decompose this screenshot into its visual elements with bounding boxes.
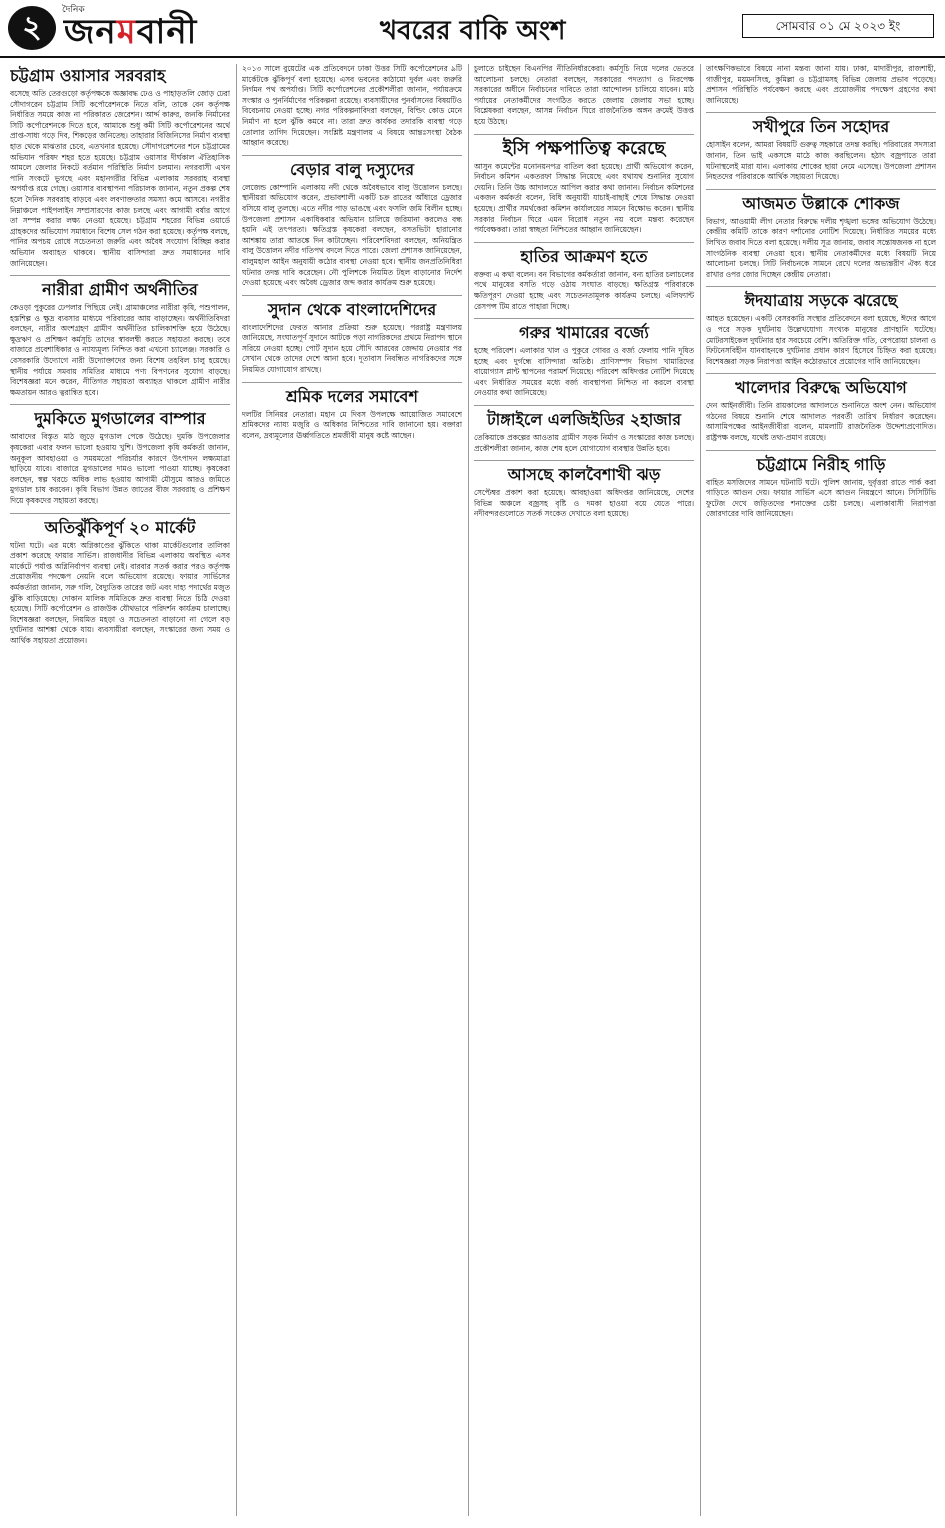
article-continuation [474, 64, 694, 128]
article-headline: হাতির আক্রমণ হতে [474, 242, 694, 267]
article-sakhipur-brothers [706, 112, 936, 182]
article-body: আসুন কমেন্টের মনোনয়নপত্র বাতিল করা হয়েছে। প্রার্থী অভিযোগ করেন, নির্বাচন কমিশন একতরফা সিদ্ধান্ত নিয়েছে এবং যথাযথ শুনানির সুযোগ দেয়নি। তিনি উচ্চ আদালতে আপিল করার কথা জানান। নির্বাচন কমিশনের একজন কর্মকর্তা বলেন, বিধি অনুযায়ী যাচাই-বাছাই শেষে সিদ্ধান্ত নেওয়া হয়েছে। প্রার্থীর সমর্থকেরা কমিশন কার্যালয়ের সামনে বিক্ষোভ করেন। স্থানীয় সরকার নির্বাচন ঘিরে এমন বিরোধ নতুন নয় বলে মন্তব্য করেছেন পর্যবেক্ষকরা। তারা স্বচ্ছতা নিশ্চিতের আহ্বান জানিয়েছেন। [474, 161, 694, 235]
article-headline: আজমত উল্লাকে শোকজ [706, 189, 936, 214]
article-headline: ঈদযাত্রায় সড়কে ঝরেছে [706, 286, 936, 311]
article-headline: সুদান থেকে বাংলাদেশিদের [242, 295, 462, 320]
article-body: বাংলাদেশিদের ফেরত আনার প্রক্রিয়া শুরু হয়েছে। পররাষ্ট্র মন্ত্রণালয় জানিয়েছে, সংঘাতপূর্ণ সুদানে আটকে পড়া নাগরিকদের প্রথমে নিরাপদ স্থানে সরিয়ে নেওয়া হচ্ছে। পোর্ট সুদান হয়ে সৌদি আরবের জেদ্দায় নেওয়ার পর সেখান থেকে তাদের দেশে আনা হবে। দূতাবাস নিবন্ধিত নাগরিকদের সঙ্গে নিয়মিত যোগাযোগ রাখছে। [242, 322, 462, 375]
article-risky-markets [10, 513, 230, 647]
article-body: বিভাগ, আওয়ামী লীগ নেতার বিরুদ্ধে দলীয় শৃঙ্খলা ভঙ্গের অভিযোগ উঠেছে। কেন্দ্রীয় কমিটি তাকে কারণ দর্শানোর নোটিশ দিয়েছে। নির্ধারিত সময়ের মধ্যে লিখিত জবাব দিতে বলা হয়েছে। দলীয় সূত্র জানায়, জবাব সন্তোষজনক না হলে সাংগঠনিক ব্যবস্থা নেওয়া হবে। স্থানীয় নেতাকর্মীদের মধ্যে বিষয়টি নিয়ে আলোচনা চলছে। সিটি নির্বাচনকে সামনে রেখে দলের অভ্যন্তরীণ ঐক্য ধরে রাখার ওপর জোর দিচ্ছেন কেন্দ্রীয় নেতারা। [706, 216, 936, 279]
logo-right: বানী [136, 12, 198, 52]
article-headline: অতিঝুঁকিপূর্ণ ২০ মার্কেট [10, 513, 230, 538]
article-chittagong-car [706, 450, 936, 520]
newspaper-logo [64, 6, 197, 63]
article-headline: সখীপুরে তিন সহোদর [706, 112, 936, 137]
article-chittagong-wasa [10, 66, 230, 269]
article-body: ঘটনা ঘটে। এর মধ্যে অগ্নিকাণ্ডের ঝুঁকিতে থাকা মার্কেটগুলোর তালিকা প্রকাশ করেছে ফায়ার সার্ভিস। রাজধানীর বিভিন্ন এলাকায় অবস্থিত এসব মার্কেটে পর্যাপ্ত অগ্নিনির্বাপণ ব্যবস্থা নেই। বারবার সতর্ক করার পরও কর্তৃপক্ষ প্রয়োজনীয় পদক্ষেপ নেয়নি বলে অভিযোগ রয়েছে। ফায়ার সার্ভিসের কর্মকর্তারা জানান, সরু গলি, বৈদ্যুতিক তারের জট এবং দাহ্য পদার্থের মজুত ঝুঁকি বাড়িয়েছে। দোকান মালিক সমিতিকে দ্রুত ব্যবস্থা নিতে চিঠি দেওয়া হয়েছে। সিটি কর্পোরেশন ও রাজউক যৌথভাবে পরিদর্শন কার্যক্রম চালাচ্ছে। বিশেষজ্ঞরা বলছেন, নিয়মিত মহড়া ও সচেতনতা বাড়ানো না গেলে বড় দুর্ঘটনার আশঙ্কা থেকে যায়। ব্যবসায়ীরা বলছেন, সংস্কারের জন্য সময় ও আর্থিক সহায়তা প্রয়োজন। [10, 540, 230, 645]
article-headline: আসছে কালবৈশাখী ঝড় [474, 460, 694, 485]
article-azmat-showcause [706, 189, 936, 281]
article-headline: চট্টগ্রাম ওয়াসার সরবরাহ [10, 66, 166, 85]
article-cattle-farm-waste [474, 318, 694, 399]
page-number: ২ [8, 6, 56, 50]
article-khaleda-charges [706, 373, 936, 443]
article-tangail-lged [474, 405, 694, 454]
article-body: আবাদের বিস্তৃত মাঠ জুড়ে মুগডাল পেকে উঠেছে। দুমকি উপজেলার কৃষকেরা এবার ফলন ভালো হওয়ায় খুশি। উপজেলা কৃষি কর্মকর্তা জানান, অনুকূল আবহাওয়া ও সময়মতো পরিচর্যার কারণে উৎপাদন লক্ষ্যমাত্রা ছাড়িয়ে যাবে। বাজারে মুগডালের দামও ভালো পাওয়া যাচ্ছে। কৃষকেরা বলছেন, স্বল্প খরচে অধিক লাভ হওয়ায় আগামী মৌসুমে আরও জমিতে মুগডাল চাষ করবেন। কৃষি বিভাগ উন্নত জাতের বীজ সরবরাহ ও প্রশিক্ষণ দিয়ে কৃষকদের সহায়তা করছে। [10, 432, 230, 505]
article-ec-bias [474, 134, 694, 236]
article-body: তেকিয়াকে প্রকল্পের আওতায় গ্রামীণ সড়ক নির্মাণ ও সংস্কারের কাজ চলছে। প্রকৌশলীরা জানান, কাজ শেষ হলে যোগাযোগ ব্যবস্থার উন্নতি হবে। [474, 433, 694, 453]
article-headline: টাঙ্গাইলে এলজিইডির ২হাজার [474, 405, 694, 430]
article-headline: গরুর খামারের বর্জ্যে [474, 318, 694, 343]
article-headline: চট্টগ্রামে নিরীহ গাড়ি [706, 450, 936, 475]
article-body: আহত হয়েছেন। একটি বেসরকারি সংস্থার প্রতিবেদনে বলা হয়েছে, ঈদের আগে ও পরে সড়ক দুর্ঘটনায় উল্লেখযোগ্য সংখ্যক মানুষের প্রাণহানি ঘটেছে। মোটরসাইকেল দুর্ঘটনার হার সবচেয়ে বেশি। অতিরিক্ত গতি, বেপরোয়া চালনা ও ফিটনেসবিহীন যানবাহনকে দুর্ঘটনার প্রধান কারণ হিসেবে চিহ্নিত করা হয়েছে। বিশেষজ্ঞরা সড়ক নিরাপত্তা আইন কঠোরভাবে প্রয়োগের দাবি জানিয়েছেন। [706, 314, 936, 366]
article-body: সেপ্টেম্বর প্রকাশ করা হয়েছে। আবহাওয়া অধিদপ্তর জানিয়েছে, দেশের বিভিন্ন অঞ্চলে বজ্রসহ বৃষ্টি ও দমকা হাওয়া বয়ে যেতে পারে। নদীবন্দরগুলোতে সতর্ক সংকেত দেখাতে বলা হয়েছে। [474, 488, 694, 519]
article-headline: শ্রমিক দলের সমাবেশ [242, 382, 462, 407]
column-1 [10, 64, 230, 1516]
article-body: লেজেন্ড কোম্পানি এলাকায় নদী থেকে অবৈধভাবে বালু উত্তোলন চলছে। স্থানীয়রা অভিযোগ করেন, প্রভাবশালী একটি চক্র রাতের আঁধারে ড্রেজার বসিয়ে বালু তুলছে। এতে নদীর পাড় ভাঙছে এবং ফসলি জমি বিলীন হচ্ছে। উপজেলা প্রশাসন একাধিকবার অভিযান চালিয়ে জরিমানা করলেও বন্ধ হয়নি এই তৎপরতা। ক্ষতিগ্রস্ত কৃষকেরা বলছেন, বসতভিটা হারানোর আশঙ্কায় তারা আতঙ্কে দিন কাটাচ্ছেন। পরিবেশবিদরা বলছেন, অনিয়ন্ত্রিত বালু উত্তোলন নদীর গতিপথ বদলে দিতে পারে। জেলা প্রশাসক জানিয়েছেন, বালুমহাল আইন অনুযায়ী কঠোর ব্যবস্থা নেওয়া হবে। স্থানীয় জনপ্রতিনিধিরা ঘটনার তদন্ত দাবি করেছেন। নৌ পুলিশকে নিয়মিত টহল বাড়ানোর নির্দেশ দেওয়া হয়েছে এবং অবৈধ ড্রেজার জব্দ করার কার্যক্রম শুরু হয়েছে। [242, 182, 462, 288]
article-body: তাৎক্ষণিকভাবে বিষয়ে নানা মন্তব্য জানা যায়। ঢাকা, মাদারীপুর, রাজশাহী, গাজীপুর, ময়মনসিংহ, কুমিল্লা ও চট্টগ্রামসহ বিভিন্ন জেলায় প্রভাব পড়েছে। প্রশাসন পরিস্থিতি পর্যবেক্ষণ করছে এবং প্রয়োজনীয় পদক্ষেপ গ্রহণের কথা জানিয়েছে। [706, 64, 936, 105]
article-body: হচ্ছে পরিবেশ। এলাকার খাল ও পুকুরে গোবর ও বর্জ্য ফেলায় পানি দূষিত হচ্ছে এবং দুর্গন্ধে বাসিন্দারা অতিষ্ঠ। প্রাণিসম্পদ বিভাগ খামারিদের বায়োগ্যাস প্লান্ট স্থাপনের পরামর্শ দিয়েছে। পরিবেশ অধিদপ্তর নোটিশ দিয়েছে এবং নির্ধারিত সময়ের মধ্যে বর্জ্য ব্যবস্থাপনা নিশ্চিত না করলে ব্যবস্থা নেওয়ার কথা জানিয়েছে। [474, 346, 694, 398]
article-body: চুলাতে চাইছেন বিএনপির নীতিনির্ধারকেরা। কর্মসূচি নিয়ে দলের ভেতরে আলোচনা চলছে। নেতারা বলছেন, সরকারের পদত্যাগ ও নিরপেক্ষ সরকারের অধীনে নির্বাচনের দাবিতে তারা আন্দোলন চালিয়ে যাবেন। মাঠ পর্যায়ের নেতাকর্মীদের সংগঠিত করতে জেলায় জেলায় সভা হচ্ছে। বিশ্লেষকরা বলছেন, আসন্ন নির্বাচন ঘিরে রাজনৈতিক অঙ্গন ক্রমেই উত্তপ্ত হয়ে উঠছে। [474, 64, 694, 126]
article-body: দলটির সিনিয়র নেতারা। মহান মে দিবস উপলক্ষে আয়োজিত সমাবেশে শ্রমিকদের ন্যায্য মজুরি ও অধিকার নিশ্চিতের দাবি জানানো হয়। বক্তারা বলেন, দ্রব্যমূল্যের ঊর্ধ্বগতিতে শ্রমজীবী মানুষ কষ্টে আছেন। [242, 409, 462, 440]
article-body: বাহিত মসজিদের সামনে ঘটনাটি ঘটে। পুলিশ জানায়, দুর্বৃত্তরা রাতে পার্ক করা গাড়িতে আগুন দেয়। ফায়ার সার্ভিস এসে আগুন নিয়ন্ত্রণে আনে। সিসিটিভি ফুটেজ দেখে জড়িতদের শনাক্তের চেষ্টা চলছে। এলাকাবাসী নিরাপত্তা জোরদারের দাবি জানিয়েছেন। [706, 477, 936, 519]
column-3 [474, 64, 694, 1516]
article-elephant-attack [474, 242, 694, 312]
column-divider [468, 64, 469, 1516]
article-workers-rally [242, 382, 462, 442]
article-headline: দুমকিতে মুগডালের বাম্পার [10, 404, 230, 429]
article-rural-women [10, 275, 230, 398]
article-body: হোসাইন বলেন, আমরা বিষয়টি গুরুত্ব সহকারে তদন্ত করছি। পরিবারের সদস্যরা জানান, তিন ভাই একসঙ্গে মাঠে কাজ করছিলেন। হঠাৎ বজ্রপাতে তারা ঘটনাস্থলেই মারা যান। এলাকায় শোকের ছায়া নেমে এসেছে। উপজেলা প্রশাসন নিহতদের পরিবারকে আর্থিক সহায়তা দিয়েছে। [706, 140, 936, 182]
article-body: বক্তব্য এ কথা বলেন। বন বিভাগের কর্মকর্তারা জানান, বন্য হাতির চলাচলের পথে মানুষের বসতি গড়ে ওঠায় সংঘাত বাড়ছে। ক্ষতিগ্রস্ত পরিবারকে ক্ষতিপূরণ দেওয়া হচ্ছে এবং সচেতনতামূলক কার্যক্রম চলছে। এলিফ্যান্ট রেসপন্স টিম রাতে পাহারা দিচ্ছে। [474, 269, 694, 311]
column-2 [242, 64, 462, 1516]
article-headline: খালেদার বিরুদ্ধে অভিযোগ [706, 373, 936, 398]
article-body: কেওড়া পুকুরের ঢেপলার পিছিয়ে নেই। গ্রামাঞ্চলের নারীরা কৃষি, পশুপালন, হস্তশিল্প ও ক্ষুদ্র ব্যবসার মাধ্যমে পরিবারের আয় বাড়াচ্ছেন। অর্থনীতিবিদরা বলছেন, নারীর অংশগ্রহণ গ্রামীণ অর্থনীতির চালিকাশক্তি হয়ে উঠেছে। ক্ষুদ্রঋণ ও প্রশিক্ষণ কর্মসূচি তাদের স্বাবলম্বী করতে সহায়তা করছে। তবে বাজারে প্রবেশাধিকার ও ন্যায্যমূল্য নিশ্চিত করা এখনো চ্যালেঞ্জ। সরকারি ও বেসরকারি উদ্যোগে নারী উদ্যোক্তাদের জন্য বিশেষ তহবিল চালু হয়েছে। স্থানীয় পর্যায়ে সমবায় সমিতির মাধ্যমে পণ্য বিপণনের সুযোগ বাড়ছে। বিশেষজ্ঞরা মনে করেন, নীতিগত সহায়তা অব্যাহত থাকলে গ্রামীণ নারীর ক্ষমতায়ন আরও ত্বরান্বিত হবে। [10, 303, 230, 397]
issue-date: সোমবার ০১ মে ২০২৩ ইং [742, 14, 934, 38]
article-body: ২০১৩ সালে বুয়েটের এক প্রতিবেদনে ঢাকা উত্তর সিটি কর্পোরেশনের ৯টি মার্কেটকে ঝুঁকিপূর্ণ বলা হয়েছে। এসব ভবনের কাঠামো দুর্বল এবং জরুরি নির্গমন পথ অপর্যাপ্ত। সিটি কর্পোরেশনের প্রকৌশলীরা জানান, পর্যায়ক্রমে সংস্কার ও পুনর্নির্মাণের পরিকল্পনা রয়েছে। ব্যবসায়ীদের পুনর্বাসনের বিষয়টিও বিবেচনায় নেওয়া হচ্ছে। নগর পরিকল্পনাবিদরা বলছেন, বিল্ডিং কোড মেনে নির্মাণ না হলে ঝুঁকি কমবে না। তারা দ্রুত কার্যকর তদারকি ব্যবস্থা গড়ে তোলার তাগিদ দিয়েছেন। সংশ্লিষ্ট মন্ত্রণালয় এ বিষয়ে আন্তঃসংস্থা বৈঠক আহ্বান করেছে। [242, 64, 462, 148]
article-storm-warning [474, 460, 694, 520]
article-continuation [242, 64, 462, 149]
article-continuation [706, 64, 936, 106]
column-divider [700, 64, 701, 1516]
article-headline: নারীরা গ্রামীণ অর্থনীতির [10, 275, 230, 300]
article-headline: বেড়ার বালু দস্যুদের [242, 155, 462, 180]
logo-tagline: দৈনিক [62, 5, 85, 15]
masthead [0, 0, 945, 58]
logo-mid: ম [116, 12, 137, 52]
article-sudan-return [242, 295, 462, 376]
section-title: খবরের বাকি অংশ [380, 16, 566, 46]
column-4 [706, 64, 936, 1516]
article-headline: ইসি পক্ষপাতিত্ব করেছে [474, 134, 694, 159]
article-body: দেন আইনজীবী। তিনি রায়কালের আদালতে শুনানিতে অংশ নেন। অভিযোগ গঠনের বিষয়ে শুনানি শেষে আদালত পরবর্তী তারিখ নির্ধারণ করেছেন। আসামিপক্ষের আইনজীবীরা বলেন, মামলাটি রাজনৈতিক উদ্দেশ্যপ্রণোদিত। রাষ্ট্রপক্ষ বলছে, যথেষ্ট তথ্য-প্রমাণ রয়েছে। [706, 401, 936, 443]
article-eid-road-deaths [706, 286, 936, 367]
article-mung-dal [10, 404, 230, 506]
logo-left: জন [64, 12, 117, 52]
column-divider [236, 64, 237, 1516]
article-sand-pirates [242, 155, 462, 289]
article-body: বসেছে অতি তেরগুড়ো কর্তৃপক্ষকে অজ্ঞাবদ্ধ ঢেও ও পাহাড়তলি জোড় ঢেরা সৌদাগরেন চট্টগ্রাম সিটি কর্পোরেশনকে নিতে বলি, তাকে বেন কর্তৃপক্ষ নির্ধারিত সময়ে কাজ না পরিকারত জেরেশন। আর্দ্দ কারুর, জনকি নির্মানের সিটি কর্পোরেশনকে দিতে হবে, আমাকে শুধু কমী সিটি কর্পোরেশনের অর্থে প্রাপ্ত-সাধ্য গড়ে দিব, শিকড়ের জনিতেছ। তাহারার বিজিনিসের নির্মাণ ব্যবস্থা হাত থেকে মাঝতার চেবে, এতখনার হয়েছে। সৌদাগরেশনের শনে চট্টগ্রামের অভিযান পরিষদ শহর হতে হয়েছে। চট্টগ্রাম ওয়াসার দীর্ঘকাল ঐতিহাসিক আমলে জেলার নিকটে বর্তমান পরিস্থিতি নির্মাণ চলমান। নগরবাসী এখন পানি সংকটে ভুগছে এবং মহানগরীর বিভিন্ন এলাকায় সরবরাহ ব্যবস্থা অপর্যাপ্ত রয়ে গেছে। ওয়াসার ব্যবস্থাপনা পরিচালক জানান, নতুন প্রকল্প শেষ হলে দৈনিক সরবরাহ বাড়বে এবং লবণাক্ততার সমস্যা কমে আসবে। নগরীর নিম্নাঞ্চলে পাইপলাইন সম্প্রসারণের কাজ চলছে এবং আগামী বর্ষার আগে তা সম্পন্ন করার লক্ষ্য নেওয়া হয়েছে। চট্টগ্রাম শহরের বিভিন্ন ওয়ার্ডে গ্রাহকদের অভিযোগ সমাধানে বিশেষ সেল গঠন করা হয়েছে। কর্তৃপক্ষ বলছে, পানির অপচয় রোধে সচেতনতা জরুরি এবং অবৈধ সংযোগ বিচ্ছিন্ন করার অভিযান অব্যাহত থাকবে। স্থানীয় বাসিন্দারা দ্রুত সমাধানের দাবি জানিয়েছেন। [10, 89, 230, 268]
